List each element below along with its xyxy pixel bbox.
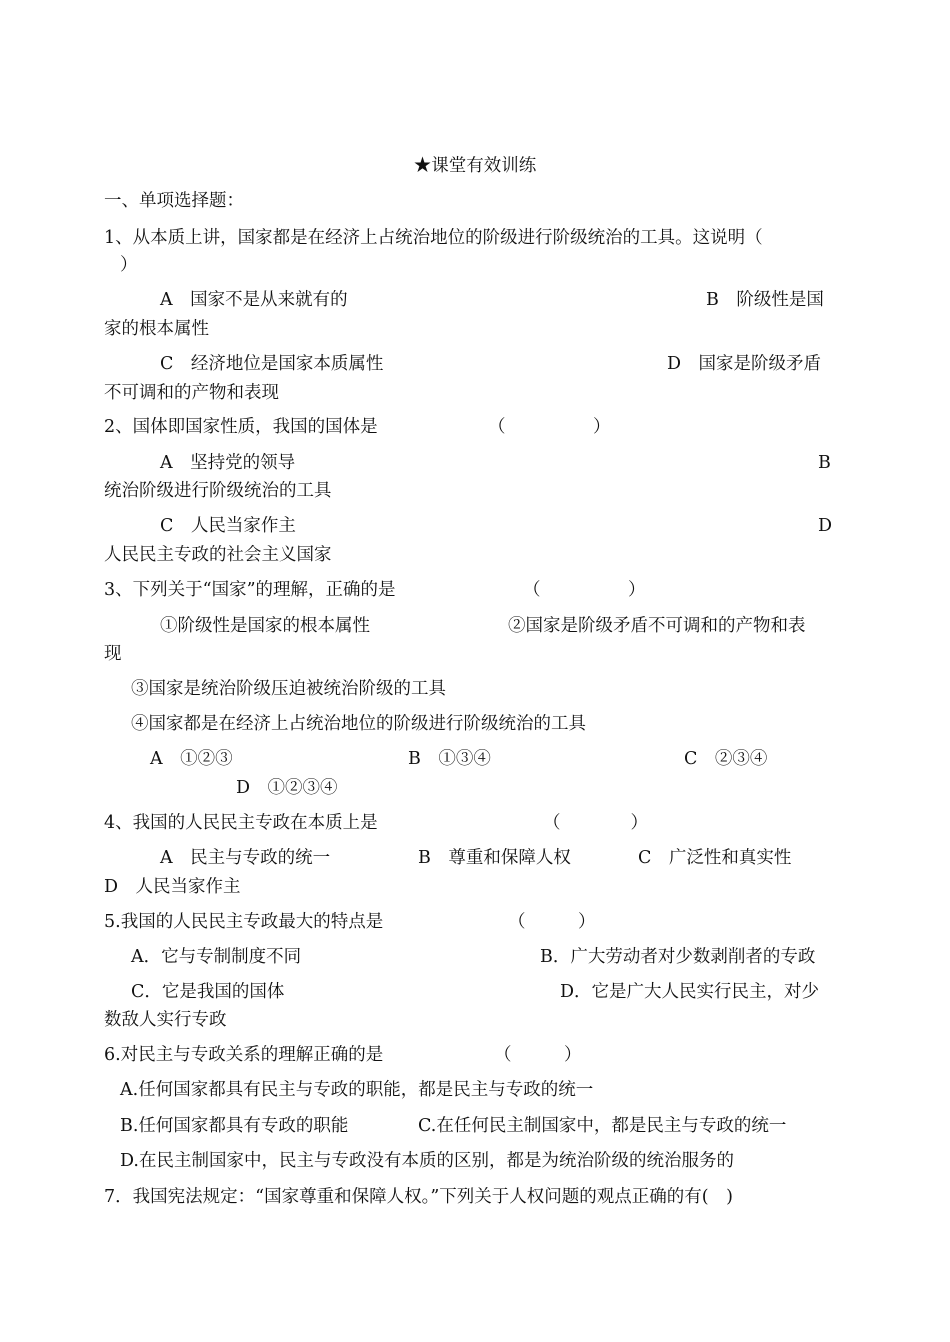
q1-option-b-cont: 家的根本属性 bbox=[104, 319, 209, 339]
q4-option-a: A 民主与专政的统一 bbox=[160, 848, 331, 868]
q3-option-a: A ①②③ bbox=[150, 749, 233, 769]
q6-option-b: B.任何国家都具有专政的职能 bbox=[120, 1116, 349, 1136]
q4-option-d: D 人民当家作主 bbox=[104, 877, 241, 897]
q1-option-a: A 国家不是从来就有的 bbox=[160, 290, 348, 310]
q2-option-d-letter: D bbox=[818, 516, 833, 536]
q5-stem: 5.我国的人民民主专政最大的特点是 bbox=[104, 912, 384, 932]
q3-item-2-cont: 现 bbox=[104, 644, 122, 664]
q2-option-b-letter: B bbox=[818, 453, 831, 473]
q5-option-a: A．它与专制制度不同 bbox=[131, 947, 302, 967]
q3-answer-blank: （ ） bbox=[523, 580, 646, 600]
q4-stem: 4、我国的人民民主专政在本质上是 bbox=[104, 813, 378, 833]
q3-option-c: C ②③④ bbox=[684, 749, 768, 769]
q2-option-c: C 人民当家作主 bbox=[160, 516, 296, 536]
q5-answer-blank: （ ） bbox=[508, 912, 596, 932]
q6-answer-blank: （ ） bbox=[494, 1045, 582, 1065]
q4-option-b: B 尊重和保障人权 bbox=[418, 848, 571, 868]
q2-stem: 2、国体即国家性质，我国的国体是 bbox=[104, 417, 378, 437]
q3-item-3: ③国家是统治阶级压迫被统治阶级的工具 bbox=[131, 679, 446, 699]
q1-option-b: B 阶级性是国 bbox=[706, 290, 824, 310]
q4-answer-blank: （ ） bbox=[543, 813, 648, 833]
q3-item-1: ①阶级性是国家的根本属性 bbox=[160, 616, 370, 636]
q1-option-d: D 国家是阶级矛盾 bbox=[667, 354, 822, 374]
q2-answer-blank: （ ） bbox=[488, 417, 611, 437]
q5-option-c: C．它是我国的国体 bbox=[131, 982, 285, 1002]
q2-option-b: 统治阶级进行阶级统治的工具 bbox=[104, 481, 332, 501]
q5-option-b: B．广大劳动者对少数剥削者的专政 bbox=[540, 947, 816, 967]
q1-option-d-cont: 不可调和的产物和表现 bbox=[104, 383, 279, 403]
q3-item-4: ④国家都是在经济上占统治地位的阶级进行阶级统治的工具 bbox=[131, 714, 586, 734]
q6-option-c: C.在任何民主制国家中，都是民主与专政的统一 bbox=[418, 1116, 787, 1136]
section-heading: 一、单项选择题： bbox=[104, 191, 244, 211]
q2-option-a: A 坚持党的领导 bbox=[160, 453, 296, 473]
q6-stem: 6.对民主与专政关系的理解正确的是 bbox=[104, 1045, 384, 1065]
q1-stem: 1、从本质上讲，国家都是在经济上占统治地位的阶级进行阶级统治的工具。这说明（ bbox=[104, 228, 763, 248]
q3-stem: 3、下列关于“国家”的理解，正确的是 bbox=[104, 580, 396, 600]
q7-stem: 7．我国宪法规定：“国家尊重和保障人权。”下列关于人权问题的观点正确的有( ) bbox=[104, 1187, 733, 1207]
q2-option-d: 人民民主专政的社会主义国家 bbox=[104, 545, 332, 565]
q3-item-2: ②国家是阶级矛盾不可调和的产物和表 bbox=[508, 616, 806, 636]
q5-option-d: D．它是广大人民实行民主，对少 bbox=[560, 982, 820, 1002]
q3-option-b: B ①③④ bbox=[408, 749, 491, 769]
q6-option-a: A.任何国家都具有民主与专政的职能，都是民主与专政的统一 bbox=[120, 1080, 594, 1100]
q1-option-c: C 经济地位是国家本质属性 bbox=[160, 354, 384, 374]
q3-option-d: D ①②③④ bbox=[236, 778, 338, 798]
page-title: ★课堂有效训练 bbox=[413, 156, 537, 176]
q4-option-c: C 广泛性和真实性 bbox=[638, 848, 792, 868]
q1-stem-end: ） bbox=[120, 255, 138, 275]
q5-option-d-cont: 数敌人实行专政 bbox=[104, 1010, 227, 1030]
q6-option-d: D.在民主制国家中，民主与专政没有本质的区别，都是为统治阶级的统治服务的 bbox=[120, 1151, 734, 1171]
